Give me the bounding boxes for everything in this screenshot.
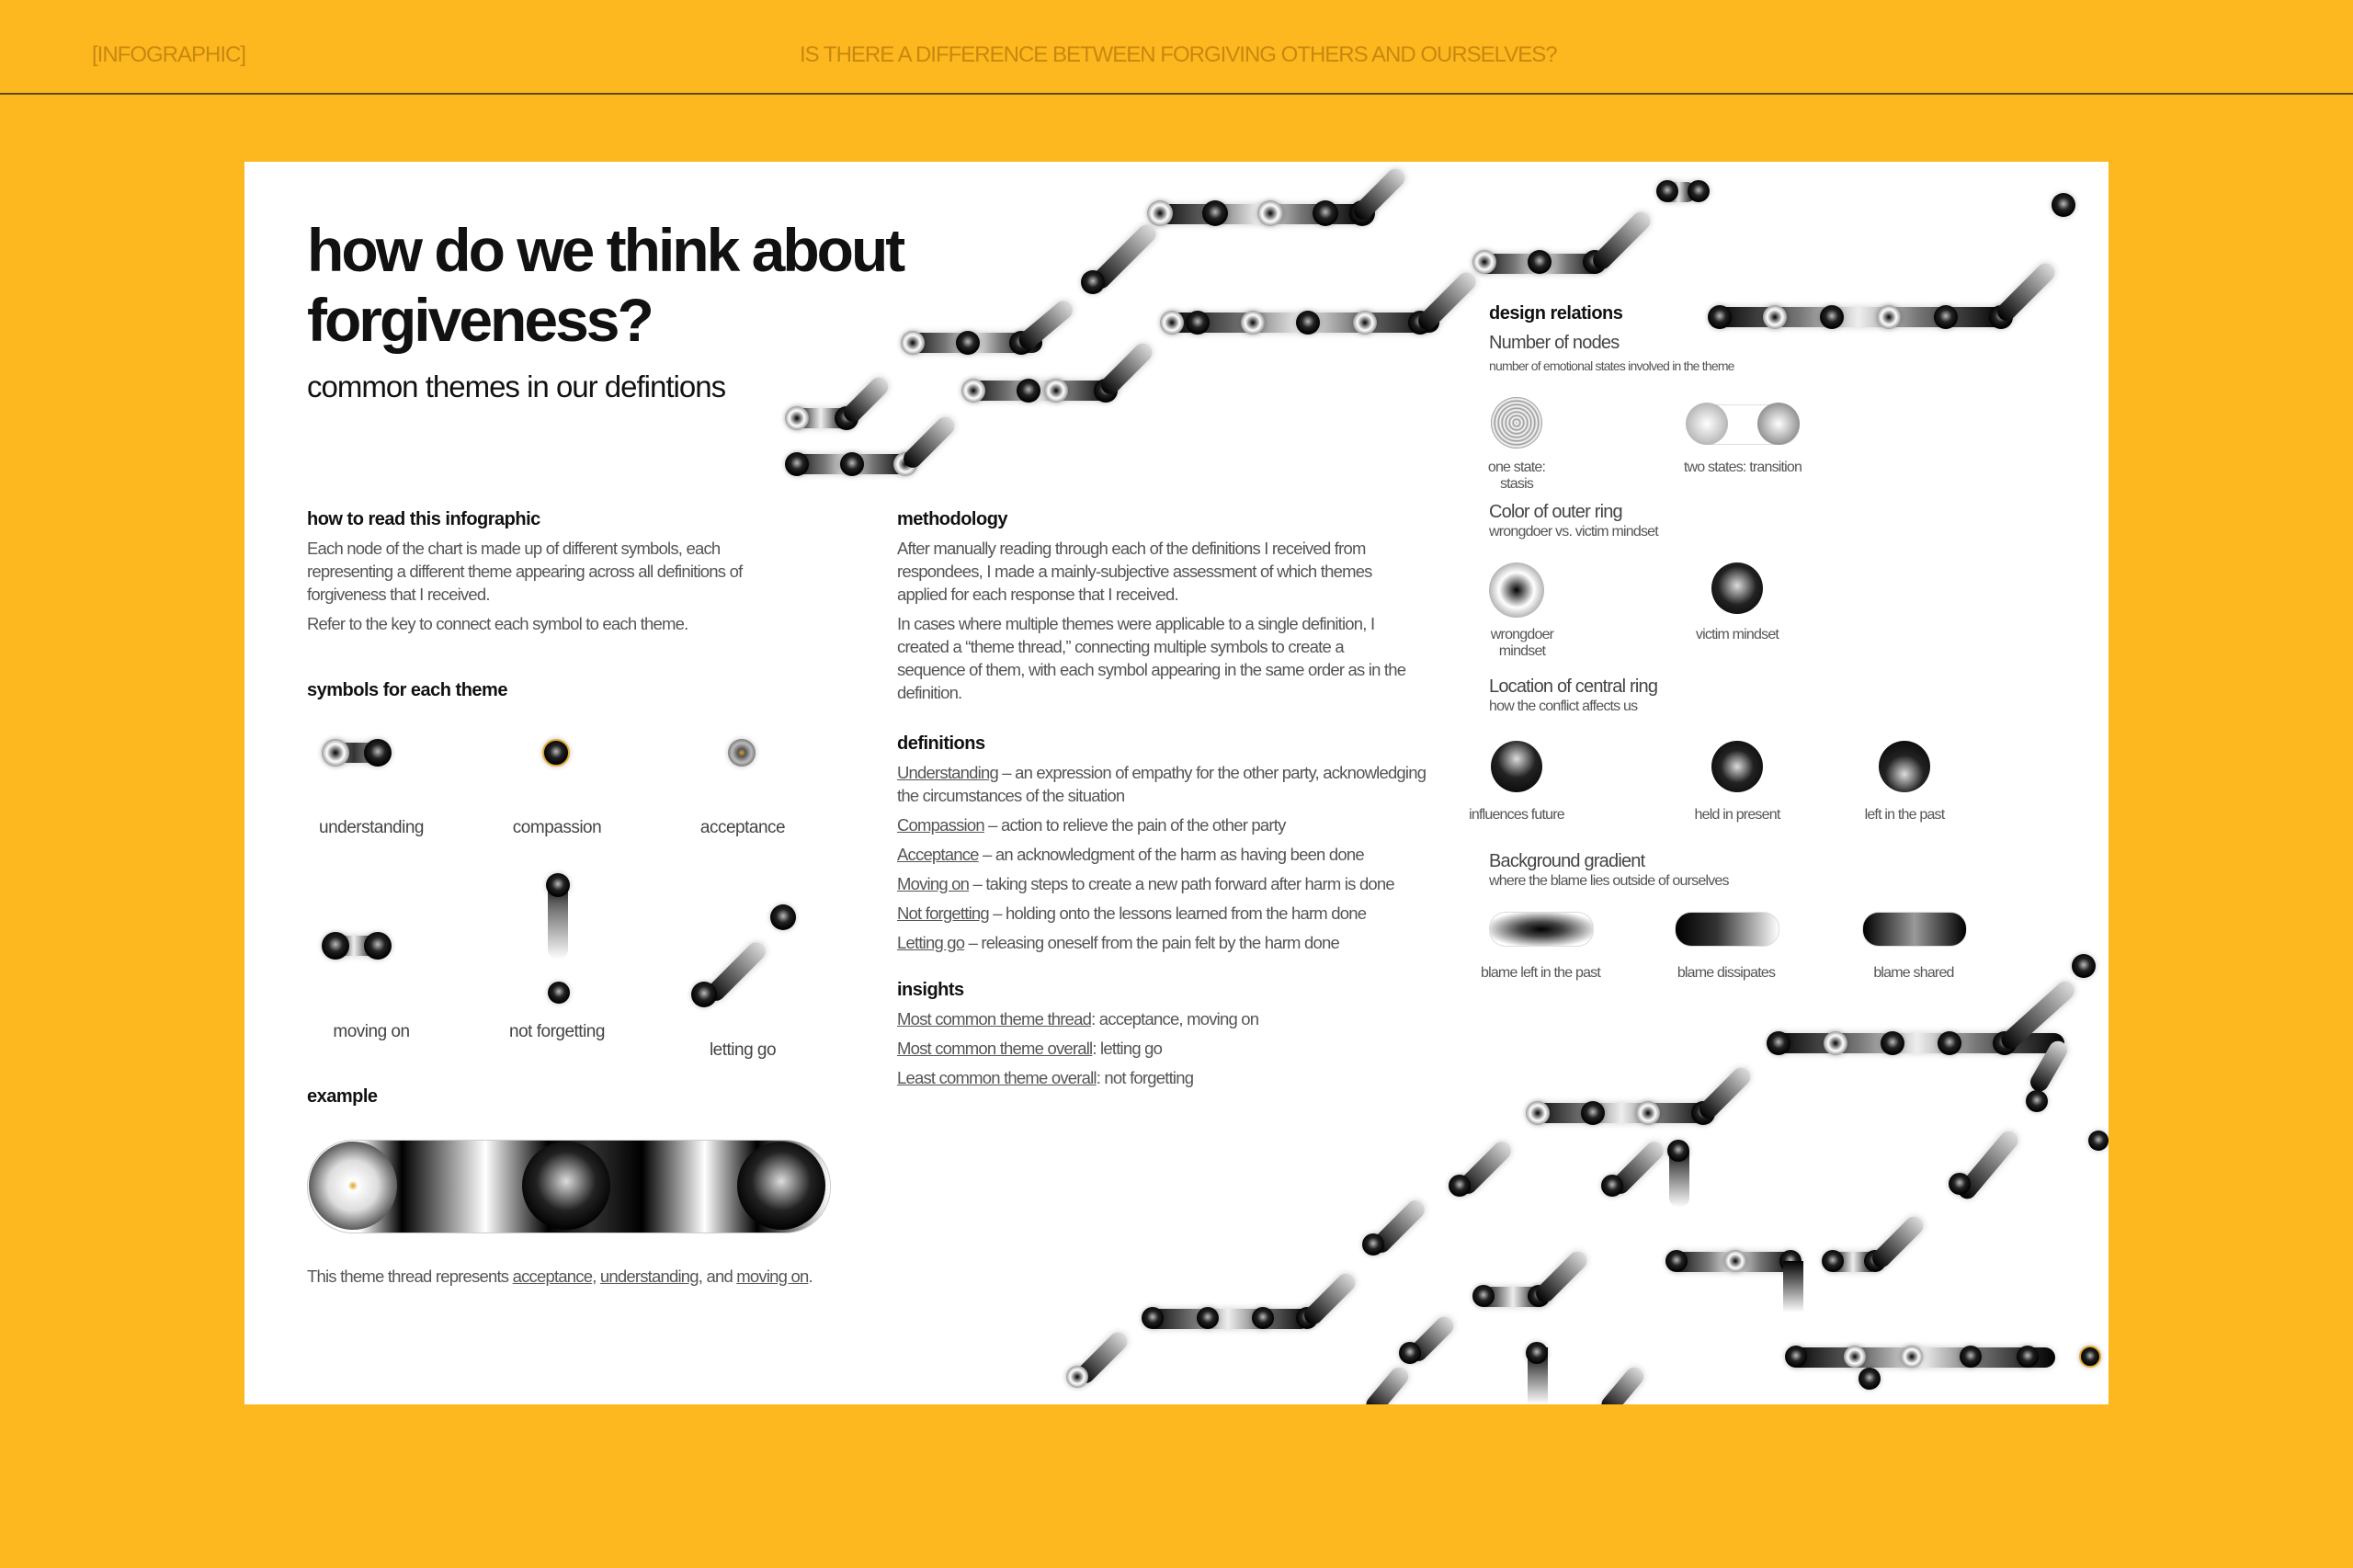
definition-moving-on bbox=[897, 872, 1439, 895]
definition-text: – taking steps to create a new path forward after harm is done bbox=[969, 874, 1394, 893]
influences-future-label: influences future bbox=[1469, 807, 1564, 823]
definition-term[interactable]: Understanding bbox=[897, 763, 998, 782]
ring-color-title: Color of outer ring bbox=[1489, 502, 1622, 522]
definition-term[interactable]: Moving on bbox=[897, 874, 970, 893]
methodology-paragraph: In cases where multiple themes were applicable to a single definition, I created a “theme thread,” connecting multiple symbols to create a sequence of them, with each symbol appearing in the same order as in the definition. bbox=[897, 614, 1406, 702]
how-to-read-paragraph: Refer to the key to connect each symbol to each theme. bbox=[307, 614, 688, 633]
insight-term[interactable]: Least common theme overall bbox=[897, 1068, 1097, 1087]
insight-term[interactable]: Most common theme overall bbox=[897, 1039, 1093, 1058]
influences-future-icon bbox=[1491, 741, 1542, 792]
definition-text: – holding onto the lessons learned from the harm done bbox=[988, 903, 1367, 923]
blame-shared-label: blame shared bbox=[1873, 965, 1954, 981]
infographic-tag: [INFOGRAPHIC] bbox=[92, 42, 246, 67]
held-in-present-label: held in present bbox=[1694, 807, 1780, 823]
top-bar bbox=[0, 0, 2353, 95]
background-title: Background gradient bbox=[1489, 851, 1645, 871]
definition-term[interactable]: Not forgetting bbox=[897, 903, 989, 923]
one-state-icon bbox=[1491, 397, 1542, 449]
nodes-title: Number of nodes bbox=[1489, 333, 1620, 353]
held-in-present-icon bbox=[1711, 741, 1763, 792]
insight-text: : not forgetting bbox=[1096, 1068, 1194, 1087]
how-to-read-heading: how to read this infographic bbox=[307, 509, 540, 529]
example-caption-and: , and bbox=[698, 1267, 737, 1286]
symbol-label-acceptance: acceptance bbox=[699, 818, 786, 837]
definitions-heading: definitions bbox=[897, 733, 985, 754]
definition-acceptance bbox=[897, 843, 1439, 866]
blame-past-label: blame left in the past bbox=[1480, 965, 1601, 981]
wrongdoer-label: wrongdoer mindset bbox=[1490, 627, 1554, 659]
symbol-label-moving-on: moving on bbox=[333, 1022, 410, 1041]
central-ring-title: Location of central ring bbox=[1489, 676, 1658, 697]
insight-text: : acceptance, moving on bbox=[1091, 1009, 1259, 1028]
definition-text: – an expression of empathy for the other party, acknowledging the circumstances of the situation bbox=[897, 763, 1427, 805]
infographic-card bbox=[244, 162, 2109, 1404]
blame-past-icon bbox=[1489, 912, 1594, 947]
definition-text: – an acknowledgment of the harm as having been done bbox=[978, 845, 1364, 864]
example-caption: This theme thread represents acceptance, understanding, and moving on. bbox=[307, 1267, 813, 1286]
definition-not-forgetting bbox=[897, 902, 1439, 925]
victim-icon bbox=[1711, 562, 1763, 614]
definition-text: – releasing oneself from the pain felt by the harm done bbox=[964, 933, 1339, 952]
blame-dissipates-label: blame dissipates bbox=[1677, 965, 1776, 981]
insight-text: : letting go bbox=[1092, 1039, 1163, 1058]
nodes-desc: number of emotional states involved in the theme bbox=[1489, 358, 1734, 373]
methodology-paragraph: After manually reading through each of the definitions I received from respondees, I made a mainly-subjective assessment of which themes applied for each response that I received. bbox=[897, 539, 1372, 604]
design-relations-heading: design relations bbox=[1489, 303, 1623, 324]
symbols-heading: symbols for each theme bbox=[307, 680, 507, 700]
symbol-label-not-forgetting: not forgetting bbox=[509, 1022, 605, 1041]
example-caption-prefix: This theme thread represents bbox=[307, 1267, 513, 1286]
definition-term[interactable]: Letting go bbox=[897, 933, 965, 952]
compassion-symbol bbox=[542, 739, 570, 767]
definition-letting-go bbox=[897, 931, 1439, 954]
insight-item bbox=[897, 1007, 1412, 1030]
victim-label: victim mindset bbox=[1695, 627, 1779, 642]
example-link-acceptance[interactable]: acceptance bbox=[512, 1267, 593, 1286]
methodology-heading: methodology bbox=[897, 509, 1008, 529]
definition-compassion bbox=[897, 813, 1439, 836]
symbol-label-compassion: compassion bbox=[512, 818, 602, 837]
header-question: IS THERE A DIFFERENCE BETWEEN FORGIVING OTHERS AND OURSELVES? bbox=[800, 42, 1557, 67]
page-title: how do we think about forgiveness? bbox=[307, 216, 904, 354]
definition-understanding bbox=[897, 761, 1439, 807]
insights-list bbox=[897, 1007, 1412, 1096]
insight-item bbox=[897, 1037, 1412, 1060]
definitions-list bbox=[897, 761, 1439, 960]
insights-heading: insights bbox=[897, 980, 964, 1000]
acceptance-symbol bbox=[728, 739, 756, 767]
example-heading: example bbox=[307, 1086, 378, 1107]
definition-text: – action to relieve the pain of the other party bbox=[983, 815, 1286, 835]
wrongdoer-icon bbox=[1489, 562, 1544, 618]
central-ring-desc: how the conflict affects us bbox=[1489, 699, 1638, 714]
symbol-label-understanding: understanding bbox=[319, 818, 424, 837]
blame-shared-icon bbox=[1862, 912, 1967, 947]
ring-color-desc: wrongdoer vs. victim mindset bbox=[1489, 524, 1658, 540]
one-state-label: one state: stasis bbox=[1487, 460, 1546, 492]
background-desc: where the blame lies outside of ourselves bbox=[1489, 873, 1729, 889]
example-link-moving-on[interactable]: moving on bbox=[736, 1267, 809, 1286]
example-caption-suffix: . bbox=[808, 1267, 813, 1286]
how-to-read-paragraph: Each node of the chart is made up of different symbols, each representing a different theme appearing across all definitions of forgiveness that I received. bbox=[307, 539, 743, 604]
methodology-text bbox=[897, 537, 1412, 710]
left-in-past-label: left in the past bbox=[1864, 807, 1945, 823]
symbol-label-letting-go: letting go bbox=[709, 1040, 777, 1060]
page-subtitle: common themes in our defintions bbox=[307, 369, 726, 403]
how-to-read-text bbox=[307, 537, 803, 642]
left-in-past-icon bbox=[1879, 741, 1930, 792]
insight-term[interactable]: Most common theme thread bbox=[897, 1009, 1092, 1028]
definition-term[interactable]: Acceptance bbox=[897, 845, 979, 864]
insight-item bbox=[897, 1066, 1412, 1089]
blame-dissipates-icon bbox=[1675, 912, 1779, 947]
two-states-label: two states: transition bbox=[1683, 460, 1802, 475]
definition-term[interactable]: Compassion bbox=[897, 815, 984, 835]
example-link-understanding[interactable]: understanding bbox=[599, 1267, 699, 1286]
